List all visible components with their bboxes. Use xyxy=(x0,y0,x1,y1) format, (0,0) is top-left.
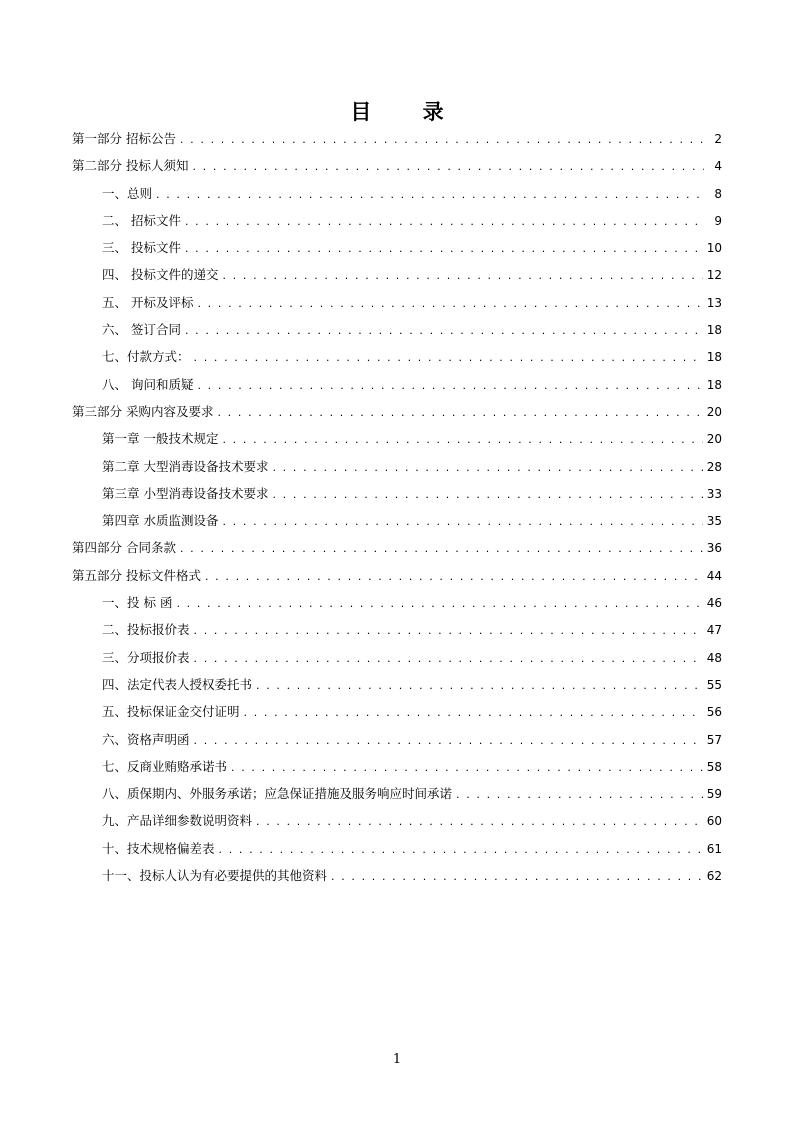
toc-entry[interactable] xyxy=(72,425,722,452)
toc-entry-page: 9 xyxy=(714,213,722,228)
toc-entry[interactable] xyxy=(72,753,722,780)
toc-dot-leader xyxy=(272,480,702,508)
toc-dot-leader xyxy=(222,507,702,535)
toc-entry[interactable] xyxy=(72,507,722,534)
toc-entry-label: 二、 招标文件 xyxy=(102,212,181,228)
toc-entry-label: 八、 询问和质疑 xyxy=(102,376,194,392)
toc-entry-page: 18 xyxy=(706,377,722,392)
toc-dot-leader xyxy=(197,371,702,399)
toc-entry[interactable] xyxy=(72,534,722,561)
toc-dot-leader xyxy=(194,726,703,754)
toc-entry-label: 第一部分 招标公告 xyxy=(72,131,176,146)
toc-entry[interactable] xyxy=(72,343,722,370)
toc-dot-leader xyxy=(180,125,704,153)
toc-entry-page: 56 xyxy=(706,705,722,720)
toc-title: 目 录 xyxy=(350,99,466,124)
toc-entry-page: 47 xyxy=(706,623,722,638)
toc-entry-label: 七、反商业贿赂承诺书 xyxy=(102,758,228,774)
toc-entry-page: 59 xyxy=(706,787,722,802)
toc-entry-page: 55 xyxy=(706,677,722,692)
toc-dot-leader xyxy=(331,862,703,890)
toc-entry[interactable] xyxy=(72,152,722,179)
toc-entry-page: 35 xyxy=(706,514,722,529)
toc-dot-leader xyxy=(156,180,704,208)
toc-entry[interactable] xyxy=(72,562,722,589)
toc-entry-label: 十一、投标人认为有必要提供的其他资料 xyxy=(102,868,328,884)
toc-dot-leader xyxy=(272,453,702,481)
toc-dot-leader xyxy=(176,589,702,617)
toc-entry-label: 第三章 小型消毒设备技术要求 xyxy=(102,485,269,501)
toc-dot-leader xyxy=(222,425,702,453)
toc-entry[interactable] xyxy=(72,289,722,316)
toc-dot-leader xyxy=(217,398,702,426)
toc-entry[interactable] xyxy=(72,234,722,261)
toc-dot-leader xyxy=(185,316,703,344)
toc-dot-leader xyxy=(192,152,704,180)
page-number: 1 xyxy=(392,1052,402,1067)
toc-dot-leader xyxy=(244,698,703,726)
toc-entry-page: 61 xyxy=(706,841,722,856)
toc-dot-leader xyxy=(256,671,703,699)
toc-entry-page: 2 xyxy=(714,132,722,146)
toc-entry-page: 18 xyxy=(706,350,722,365)
toc-entry-label: 十、技术规格偏差表 xyxy=(102,840,215,856)
toc-entry-page: 4 xyxy=(714,159,722,174)
toc-entry-label: 第五部分 投标文件格式 xyxy=(72,567,201,583)
toc-entry-label: 三、 投标文件 xyxy=(102,240,181,256)
toc-entry-label: 七、付款方式： xyxy=(102,349,190,365)
toc-entry[interactable] xyxy=(72,835,722,862)
toc-dot-leader xyxy=(194,343,703,371)
toc-entry-label: 第一章 一般技术规定 xyxy=(102,431,219,447)
toc-entry-page: 46 xyxy=(706,596,722,611)
toc-entry[interactable] xyxy=(72,862,722,889)
toc-entry-label: 一、总则 xyxy=(102,185,153,201)
toc-entry[interactable] xyxy=(72,398,722,425)
toc-entry-label: 五、投标保证金交付证明 xyxy=(102,704,240,720)
toc-entry[interactable] xyxy=(72,480,722,507)
toc-entry-page: 20 xyxy=(706,404,722,419)
toc-dot-leader xyxy=(456,780,703,808)
toc-dot-leader xyxy=(194,616,703,644)
toc-entry-label: 第二章 大型消毒设备技术要求 xyxy=(102,458,269,474)
toc-entry-label: 四、法定代表人授权委托书 xyxy=(102,676,253,692)
toc-entry-page: 60 xyxy=(706,814,722,829)
toc-entry-page: 58 xyxy=(706,759,722,774)
toc-entry-page: 8 xyxy=(714,186,722,201)
toc-entry-page: 62 xyxy=(706,869,722,884)
toc-entry-page: 36 xyxy=(706,541,722,556)
toc-entry-page: 28 xyxy=(706,459,722,474)
toc-entry-page: 12 xyxy=(706,268,722,283)
toc-entry[interactable] xyxy=(72,371,722,398)
toc-entry-page: 10 xyxy=(706,241,722,256)
toc-entry-label: 第四章 水质监测设备 xyxy=(102,513,219,529)
toc-entry[interactable] xyxy=(72,726,722,753)
toc-dot-leader xyxy=(222,261,702,289)
toc-dot-leader xyxy=(205,562,703,590)
toc-dot-leader xyxy=(197,289,702,317)
toc-entry[interactable] xyxy=(72,207,722,234)
toc-entry-page: 20 xyxy=(706,432,722,447)
toc-entry[interactable] xyxy=(72,644,722,671)
toc-entry-label: 八、质保期内、外服务承诺；应急保证措施及服务响应时间承诺 xyxy=(102,786,453,802)
toc-dot-leader xyxy=(194,644,703,672)
toc-dot-leader xyxy=(180,534,703,562)
toc-entry-page: 44 xyxy=(706,568,722,583)
toc-entry-label: 六、 签订合同 xyxy=(102,322,181,338)
toc-dot-leader xyxy=(219,835,703,863)
toc-entry[interactable] xyxy=(72,807,722,834)
table-of-contents xyxy=(72,125,722,889)
toc-entry[interactable] xyxy=(72,698,722,725)
toc-entry-label: 第三部分 采购内容及要求 xyxy=(72,403,214,419)
toc-entry[interactable] xyxy=(72,589,722,616)
toc-entry[interactable] xyxy=(72,261,722,288)
toc-entry-label: 第二部分 投标人须知 xyxy=(72,158,189,174)
toc-dot-leader xyxy=(185,234,703,262)
toc-entry-page: 48 xyxy=(706,650,722,665)
toc-entry[interactable] xyxy=(72,180,722,207)
toc-entry-label: 六、资格声明函 xyxy=(102,731,190,747)
toc-entry-label: 第四部分 合同条款 xyxy=(72,540,176,556)
toc-entry[interactable] xyxy=(72,125,722,152)
toc-entry-page: 13 xyxy=(706,295,722,310)
toc-entry-page: 18 xyxy=(706,323,722,338)
toc-entry-label: 二、投标报价表 xyxy=(102,622,190,638)
toc-entry-label: 五、 开标及评标 xyxy=(102,294,194,310)
toc-entry-label: 四、 投标文件的递交 xyxy=(102,267,219,283)
toc-entry[interactable] xyxy=(72,780,722,807)
toc-dot-leader xyxy=(185,207,704,235)
toc-entry-page: 57 xyxy=(706,732,722,747)
toc-entry[interactable] xyxy=(72,616,722,643)
toc-entry-page: 33 xyxy=(706,486,722,501)
toc-entry-label: 一、投 标 函 xyxy=(102,595,173,611)
toc-entry[interactable] xyxy=(72,316,722,343)
toc-entry[interactable] xyxy=(72,453,722,480)
toc-entry-label: 九、产品详细参数说明资料 xyxy=(102,813,253,829)
toc-entry-label: 三、分项报价表 xyxy=(102,649,190,665)
toc-dot-leader xyxy=(231,753,703,781)
toc-dot-leader xyxy=(256,807,703,835)
toc-entry[interactable] xyxy=(72,671,722,698)
